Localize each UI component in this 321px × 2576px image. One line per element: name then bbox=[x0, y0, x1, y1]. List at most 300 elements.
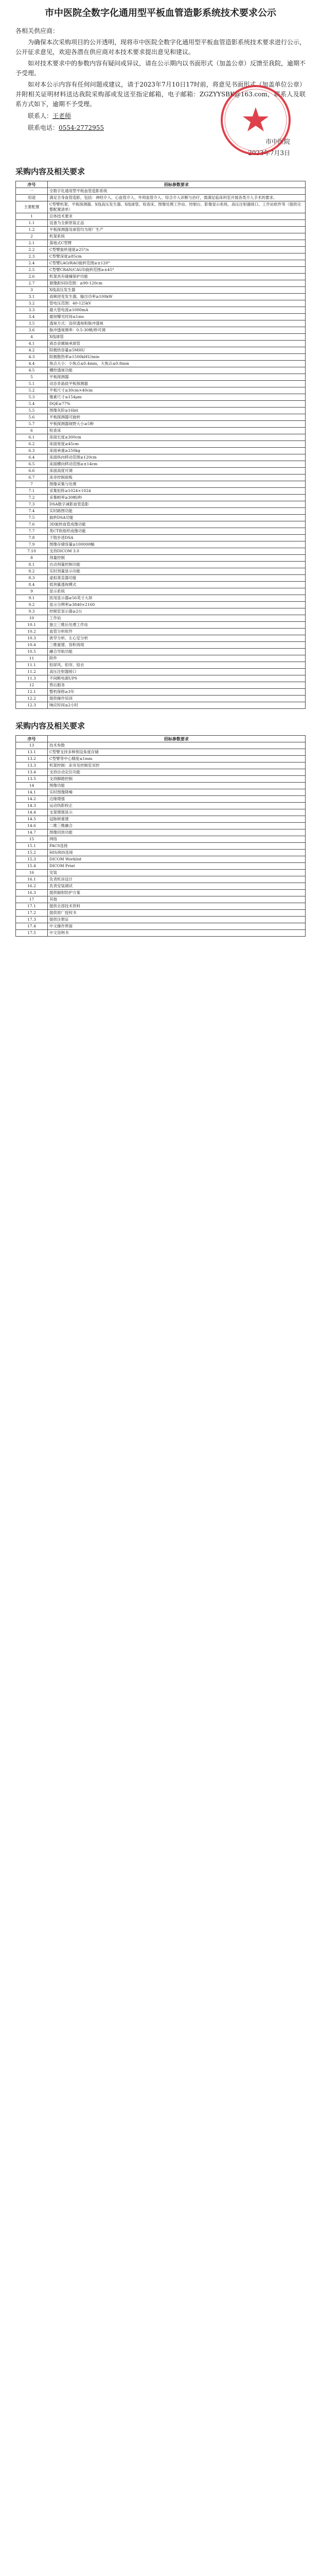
row-spec: 负责机房设计 bbox=[48, 876, 306, 883]
row-spec: 提供注册证 bbox=[48, 917, 306, 923]
table-row bbox=[16, 320, 306, 327]
row-number: 8.4 bbox=[16, 582, 48, 588]
row-number: 6 bbox=[16, 428, 48, 434]
row-number: 10.5 bbox=[16, 649, 48, 655]
row-number: 2.7 bbox=[16, 280, 48, 287]
row-number: 6.7 bbox=[16, 474, 48, 481]
row-number: 7 bbox=[16, 481, 48, 488]
table-row bbox=[16, 696, 306, 702]
row-spec: 提供操作培训 bbox=[48, 696, 306, 702]
row-spec: 类CT软组织成像功能 bbox=[48, 528, 306, 535]
row-number: 2 bbox=[16, 233, 48, 240]
row-spec: 设备为全新原装正品 bbox=[48, 220, 306, 227]
row-spec: 焦点大小：小焦点≤0.4mm，大焦点≤0.8mm bbox=[48, 361, 306, 367]
table-row bbox=[16, 548, 306, 555]
row-spec: 三维重建、容积再现 bbox=[48, 642, 306, 649]
row-spec: 技术参数 bbox=[48, 742, 306, 749]
row-number: 8 bbox=[16, 555, 48, 562]
phone-number: 0554-2772955 bbox=[59, 124, 104, 131]
row-spec: 栅控透视功能 bbox=[48, 367, 306, 374]
table-row bbox=[16, 481, 306, 488]
row-number: 13 bbox=[16, 742, 48, 749]
row-number: 1.2 bbox=[16, 227, 48, 233]
row-spec: 剂量控制 bbox=[48, 555, 306, 562]
row-number: 15 bbox=[16, 836, 48, 843]
table-row bbox=[16, 381, 306, 387]
row-spec: 满足全身血管造影，包括：神经介入、心血管介入、外周血管介入、综合介入诊断与治疗，需满足临床科室开展各类介入手术的要求。 bbox=[48, 195, 306, 201]
row-number: 11.3 bbox=[16, 675, 48, 682]
row-spec: 冠脉树重建 bbox=[48, 816, 306, 823]
row-spec: 下肢步进DSA bbox=[48, 535, 306, 541]
row-spec: 其他 bbox=[48, 896, 306, 903]
table-row bbox=[16, 495, 306, 501]
row-spec: 源像距SID范围：≥90-120cm bbox=[48, 280, 306, 287]
table-row bbox=[16, 401, 306, 408]
table-row bbox=[16, 294, 306, 300]
row-spec: 显示系统 bbox=[48, 588, 306, 595]
row-number: 14.5 bbox=[16, 816, 48, 823]
row-number: 15.3 bbox=[16, 856, 48, 863]
row-number: 13.5 bbox=[16, 776, 48, 783]
row-number: 2.2 bbox=[16, 247, 48, 253]
row-number: 7.1 bbox=[16, 488, 48, 495]
table-row bbox=[16, 649, 306, 655]
table-row bbox=[16, 414, 306, 421]
header-spec: 招标参数要求 bbox=[48, 181, 306, 188]
row-number: 6.1 bbox=[16, 434, 48, 441]
table-row bbox=[16, 615, 306, 622]
row-number: 2.6 bbox=[16, 274, 48, 280]
sign-org: 市中医院 bbox=[265, 138, 290, 145]
row-number: 2.5 bbox=[16, 267, 48, 274]
row-spec: 实时图像降噪 bbox=[48, 789, 306, 796]
row-number: 4 bbox=[16, 334, 48, 341]
row-spec: 采集帧率≥30帧/秒 bbox=[48, 495, 306, 501]
row-spec: C型臂深度≥85cm bbox=[48, 253, 306, 260]
table-row bbox=[16, 622, 306, 629]
row-spec: X线高压发生器 bbox=[48, 287, 306, 294]
table-row bbox=[16, 682, 306, 689]
row-spec: 中文说明书 bbox=[48, 930, 306, 937]
row-number: 13.4 bbox=[16, 769, 48, 776]
row-spec: 提供原厂授权书 bbox=[48, 910, 306, 917]
table-row bbox=[16, 287, 306, 294]
table-row bbox=[16, 201, 306, 213]
row-spec: 管电压范围：40-125kV bbox=[48, 300, 306, 307]
row-number: 6.4 bbox=[16, 454, 48, 461]
table-row bbox=[16, 870, 306, 876]
table-row bbox=[16, 635, 306, 642]
row-spec: 床面高度可调 bbox=[48, 468, 306, 474]
table-row bbox=[16, 608, 306, 615]
table-row bbox=[16, 461, 306, 468]
table-row bbox=[16, 783, 306, 789]
document-page bbox=[0, 0, 321, 937]
row-spec: 自动剂量控制功能 bbox=[48, 562, 306, 568]
table-row bbox=[16, 823, 306, 829]
row-spec: PACS连接 bbox=[48, 843, 306, 850]
row-spec: 铅屏风、铅帘、铅衣 bbox=[48, 662, 306, 669]
row-number: 3.5 bbox=[16, 320, 48, 327]
row-spec: 独立三维后处理工作站 bbox=[48, 622, 306, 629]
row-spec: 液态金属轴承球管 bbox=[48, 341, 306, 347]
row-spec: DQE≥77% bbox=[48, 401, 306, 408]
row-number: 16.2 bbox=[16, 883, 48, 890]
table-row bbox=[16, 474, 306, 481]
row-spec: 图像回放功能 bbox=[48, 829, 306, 836]
row-number: 15.1 bbox=[16, 843, 48, 850]
row-number: 6.2 bbox=[16, 441, 48, 448]
table-row bbox=[16, 816, 306, 823]
table-row bbox=[16, 535, 306, 541]
row-number: 8.2 bbox=[16, 568, 48, 575]
row-number: 11.2 bbox=[16, 669, 48, 675]
row-number: 12.1 bbox=[16, 689, 48, 696]
row-number: 14.3 bbox=[16, 803, 48, 809]
table-row bbox=[16, 213, 306, 220]
row-spec: 平板尺寸≥30cm×40cm bbox=[48, 387, 306, 394]
table-row bbox=[16, 917, 306, 923]
seal-star-icon bbox=[243, 107, 269, 131]
table-row bbox=[16, 448, 306, 454]
table-row bbox=[16, 702, 306, 709]
row-number: 5.5 bbox=[16, 408, 48, 414]
table-row bbox=[16, 555, 306, 562]
spec-table bbox=[15, 181, 306, 709]
row-spec: 阳极散热率≥1500kHU/min bbox=[48, 354, 306, 361]
row-number: 3.2 bbox=[16, 300, 48, 307]
row-number: 9.3 bbox=[16, 608, 48, 615]
row-number: 9.1 bbox=[16, 595, 48, 602]
table-row bbox=[16, 220, 306, 227]
row-spec: 床面宽度≥45cm bbox=[48, 441, 306, 448]
row-number: 3.3 bbox=[16, 307, 48, 314]
row-number: 7.8 bbox=[16, 535, 48, 541]
table-row bbox=[16, 195, 306, 201]
table-row bbox=[16, 501, 306, 508]
row-spec: C型臂等中心精度≤1mm bbox=[48, 756, 306, 762]
row-spec: 工作站 bbox=[48, 615, 306, 622]
table-row bbox=[16, 769, 306, 776]
row-number: 用途 bbox=[16, 195, 48, 201]
row-spec: 机架系统 bbox=[48, 233, 306, 240]
table-row bbox=[16, 361, 306, 367]
row-number: 7.6 bbox=[16, 521, 48, 528]
row-number: 17 bbox=[16, 896, 48, 903]
row-spec: X线球管 bbox=[48, 334, 306, 341]
row-spec: 提供全部技术资料 bbox=[48, 903, 306, 910]
row-number: 10.4 bbox=[16, 642, 48, 649]
row-spec: C型臂旋转速度≥25°/s bbox=[48, 247, 306, 253]
table-row bbox=[16, 602, 306, 608]
table-row bbox=[16, 227, 306, 233]
row-number: 7.10 bbox=[16, 548, 48, 555]
row-number: 5.7 bbox=[16, 421, 48, 428]
row-spec: 安装 bbox=[48, 870, 306, 876]
row-spec: 融合导航功能 bbox=[48, 649, 306, 655]
table-row bbox=[16, 367, 306, 374]
row-number: 6.6 bbox=[16, 468, 48, 474]
table-row bbox=[16, 642, 306, 649]
table-row bbox=[16, 240, 306, 247]
row-spec: DICOM Print bbox=[48, 863, 306, 870]
row-number: 5.6 bbox=[16, 414, 48, 421]
row-number: 3.4 bbox=[16, 314, 48, 320]
table-row bbox=[16, 260, 306, 267]
table-row bbox=[16, 923, 306, 930]
row-number: 7.3 bbox=[16, 501, 48, 508]
row-spec: 边缘增强 bbox=[48, 796, 306, 803]
table-row bbox=[16, 756, 306, 762]
table-row bbox=[16, 669, 306, 675]
table-row bbox=[16, 896, 306, 903]
table-row bbox=[16, 280, 306, 287]
row-number: 12.3 bbox=[16, 702, 48, 709]
table-row bbox=[16, 488, 306, 495]
row-number: 14.1 bbox=[16, 789, 48, 796]
row-spec: 脉冲透视频率：0.5-30帧/秒可调 bbox=[48, 327, 306, 334]
row-spec: 医用显示器≥56英寸大屏 bbox=[48, 595, 306, 602]
table-row bbox=[16, 374, 306, 381]
row-number: 9 bbox=[16, 588, 48, 595]
row-number: 13.2 bbox=[16, 756, 48, 762]
row-spec: DSA数字减影血管造影 bbox=[48, 501, 306, 508]
table-row bbox=[16, 354, 306, 361]
row-number: 5.2 bbox=[16, 387, 48, 394]
row-number: 14.4 bbox=[16, 809, 48, 816]
row-spec: 落地式C型臂 bbox=[48, 240, 306, 247]
table-row bbox=[16, 803, 306, 809]
row-spec: 透视方式：连续透视和脉冲透视 bbox=[48, 320, 306, 327]
table-row bbox=[16, 910, 306, 917]
row-spec: 高频逆变发生器，输出功率≥100kW bbox=[48, 294, 306, 300]
phone-label: 联系电话： bbox=[28, 124, 59, 131]
row-number: 12 bbox=[16, 682, 48, 689]
row-number: 14.6 bbox=[16, 823, 48, 829]
contact-name: 王老师 bbox=[52, 112, 72, 120]
row-spec: 血管分析软件 bbox=[48, 629, 306, 635]
row-spec: 图像存储容量≥100000幅 bbox=[48, 541, 306, 548]
row-number: 4.1 bbox=[16, 341, 48, 347]
table-row bbox=[16, 675, 306, 682]
section-title-procurement: 采购内容及相关要求 bbox=[15, 167, 85, 176]
table-row bbox=[16, 662, 306, 669]
table-row bbox=[16, 233, 306, 240]
row-number: 7.7 bbox=[16, 528, 48, 535]
row-spec: 3D旋转血管成像功能 bbox=[48, 521, 306, 528]
spec-table-body bbox=[16, 188, 306, 709]
row-spec: 床面承重≥250kg bbox=[48, 448, 306, 454]
row-spec: 平板探测器视野大小≥5种 bbox=[48, 421, 306, 428]
row-spec: 实时路图功能 bbox=[48, 508, 306, 515]
table-row bbox=[16, 314, 306, 320]
intro-paragraph-2: 如对技术要求中的参数内容有疑问或异议，请在公示期内以书面形式（加盖公章）反馈至我院，逾期不予受理。 bbox=[15, 60, 306, 77]
row-spec: C型臂LAO/RAO旋转范围≥±120° bbox=[48, 260, 306, 267]
table-row bbox=[16, 776, 306, 783]
row-spec: 售后服务 bbox=[48, 682, 306, 689]
table-row bbox=[16, 441, 306, 448]
table-row bbox=[16, 850, 306, 856]
row-number: 3.6 bbox=[16, 327, 48, 334]
row-spec: 最大管电流≥1000mA bbox=[48, 307, 306, 314]
row-spec: 平板探测器 bbox=[48, 374, 306, 381]
row-spec: 床旁控制面板 bbox=[48, 474, 306, 481]
row-number: 主要配置 bbox=[16, 201, 48, 213]
row-spec: 提供辐射防护方案 bbox=[48, 890, 306, 896]
row-number: 8.1 bbox=[16, 562, 48, 568]
table-row bbox=[16, 742, 306, 749]
row-number: 17.1 bbox=[16, 903, 48, 910]
row-spec: 虚拟准直器功能 bbox=[48, 575, 306, 582]
intro-salutation: 各相关供应商： bbox=[15, 27, 59, 35]
table-row bbox=[16, 655, 306, 662]
row-number: 14 bbox=[16, 783, 48, 789]
table-row bbox=[16, 307, 306, 314]
row-spec: 床面长度≥300cm bbox=[48, 434, 306, 441]
row-spec: 不间断电源UPS bbox=[48, 675, 306, 682]
row-number: 15.4 bbox=[16, 863, 48, 870]
official-seal-stamp bbox=[217, 81, 294, 159]
row-number: 5.4 bbox=[16, 401, 48, 408]
intro-paragraph-3: 如对本公示内容有任何问题或建议，请于2023年7月10日17时前，将意见书面形式（加盖单位公章）并附相关证明材料送达我院采购部或发送至指定邮箱，电子邮箱：ZGZYYSBK@163.com，联系人及联系方式如下，逾期不予受理。 bbox=[15, 81, 306, 108]
header-no: 序号 bbox=[16, 181, 48, 188]
row-number: 17.5 bbox=[16, 930, 48, 937]
row-spec: 阳极热容量≥5MHU bbox=[48, 347, 306, 354]
row-number: 4.5 bbox=[16, 367, 48, 374]
sign-date: 2023年7月3日 bbox=[248, 149, 290, 157]
table-row bbox=[16, 588, 306, 595]
row-spec: 支架增强显示 bbox=[48, 809, 306, 816]
header2-no: 序号 bbox=[16, 736, 48, 742]
table-row bbox=[16, 247, 306, 253]
table-row bbox=[16, 300, 306, 307]
table-row bbox=[16, 749, 306, 756]
table-row bbox=[16, 562, 306, 568]
row-spec: 网络 bbox=[48, 836, 306, 843]
row-spec: 床面横向移动范围≥±14cm bbox=[48, 461, 306, 468]
row-number: 10.1 bbox=[16, 622, 48, 629]
row-number: 12.2 bbox=[16, 696, 48, 702]
row-spec: 高压注射器接口 bbox=[48, 669, 306, 675]
table-row bbox=[16, 434, 306, 441]
table-row bbox=[16, 334, 306, 341]
table-row bbox=[16, 575, 306, 582]
table-row bbox=[16, 836, 306, 843]
row-number: 2.4 bbox=[16, 260, 48, 267]
row-spec: 旋转DSA功能 bbox=[48, 515, 306, 521]
row-number: 1 bbox=[16, 213, 48, 220]
row-number: 7.5 bbox=[16, 515, 48, 521]
table-row bbox=[16, 689, 306, 696]
row-spec: 低剂量透视模式 bbox=[48, 582, 306, 588]
intro-paragraph-1: 为确保本次采购项目的公开透明，现将市中医院全数字化通用型平板血管造影系统技术要求进行公示，公开征求意见，欢迎各潜在供应商对本技术要求提出意见和建议。 bbox=[15, 39, 306, 56]
table-row bbox=[16, 890, 306, 896]
row-spec: 运动伪影校正 bbox=[48, 803, 306, 809]
table-row bbox=[16, 629, 306, 635]
row-spec: HIS/RIS连接 bbox=[48, 850, 306, 856]
row-number: 1.1 bbox=[16, 220, 48, 227]
row-number: 15.2 bbox=[16, 850, 48, 856]
row-spec: 检查床 bbox=[48, 428, 306, 434]
row-spec: 负责安装调试 bbox=[48, 883, 306, 890]
row-spec: 图像功能 bbox=[48, 783, 306, 789]
table-row bbox=[16, 521, 306, 528]
table-header-row bbox=[16, 181, 306, 188]
row-number: 2.1 bbox=[16, 240, 48, 247]
table-row bbox=[16, 829, 306, 836]
table-row bbox=[16, 387, 306, 394]
row-number: 13.3 bbox=[16, 762, 48, 769]
table-row bbox=[16, 843, 306, 850]
table2-header-row bbox=[16, 736, 306, 742]
row-spec: 像素尺寸≤154μm bbox=[48, 394, 306, 401]
table-row bbox=[16, 903, 306, 910]
table-row bbox=[16, 394, 306, 401]
table-row bbox=[16, 796, 306, 803]
row-number: 17.2 bbox=[16, 910, 48, 917]
table-row bbox=[16, 863, 306, 870]
row-number: 14.7 bbox=[16, 829, 48, 836]
row-number: 17.3 bbox=[16, 917, 48, 923]
section-title-procurement-2: 采购内容及相关要求 bbox=[15, 721, 85, 731]
row-number: 7.2 bbox=[16, 495, 48, 501]
row-spec: 附件 bbox=[48, 655, 306, 662]
row-number: 5 bbox=[16, 374, 48, 381]
row-number: 13.1 bbox=[16, 749, 48, 756]
table-row bbox=[16, 883, 306, 890]
row-spec: 支持脚踏控制 bbox=[48, 776, 306, 783]
table-row bbox=[16, 762, 306, 769]
contact-label: 联系人： bbox=[28, 112, 53, 120]
row-spec: 图像灰阶≥16bit bbox=[48, 408, 306, 414]
row-spec: 响应时间≤2小时 bbox=[48, 702, 306, 709]
row-spec: 平板探测器及球管均为原厂生产 bbox=[48, 227, 306, 233]
row-number: 11.1 bbox=[16, 662, 48, 669]
row-number: 一 bbox=[16, 188, 48, 195]
table-row bbox=[16, 274, 306, 280]
row-number: 16.3 bbox=[16, 890, 48, 896]
table-row bbox=[16, 508, 306, 515]
row-spec: 床面纵向移动范围≥120cm bbox=[48, 454, 306, 461]
table-row bbox=[16, 347, 306, 354]
row-spec: 控制室显示器≥2台 bbox=[48, 608, 306, 615]
row-spec: 显示分辨率≥3840×2160 bbox=[48, 602, 306, 608]
table-row bbox=[16, 267, 306, 274]
row-number: 3 bbox=[16, 287, 48, 294]
row-number: 5.3 bbox=[16, 394, 48, 401]
row-spec: 实时剂量显示功能 bbox=[48, 568, 306, 575]
row-spec: 全数字化通用型平板血管造影系统 bbox=[48, 188, 306, 195]
row-number: 4.4 bbox=[16, 361, 48, 367]
row-spec: 平板探测器可旋转 bbox=[48, 414, 306, 421]
row-spec: 支持DICOM 3.0 bbox=[48, 548, 306, 555]
row-number: 4.3 bbox=[16, 354, 48, 361]
table-row bbox=[16, 515, 306, 521]
row-number: 5.1 bbox=[16, 381, 48, 387]
row-spec: DICOM Worklist bbox=[48, 856, 306, 863]
spec-table-2 bbox=[15, 735, 306, 937]
row-spec: 总体技术要求 bbox=[48, 213, 306, 220]
row-number: 7.4 bbox=[16, 508, 48, 515]
table-row bbox=[16, 528, 306, 535]
table-row bbox=[16, 568, 306, 575]
row-number: 7.9 bbox=[16, 541, 48, 548]
table-row bbox=[16, 454, 306, 461]
row-number: 17.4 bbox=[16, 923, 48, 930]
table-row bbox=[16, 809, 306, 816]
row-number: 14.2 bbox=[16, 796, 48, 803]
table-row bbox=[16, 541, 306, 548]
